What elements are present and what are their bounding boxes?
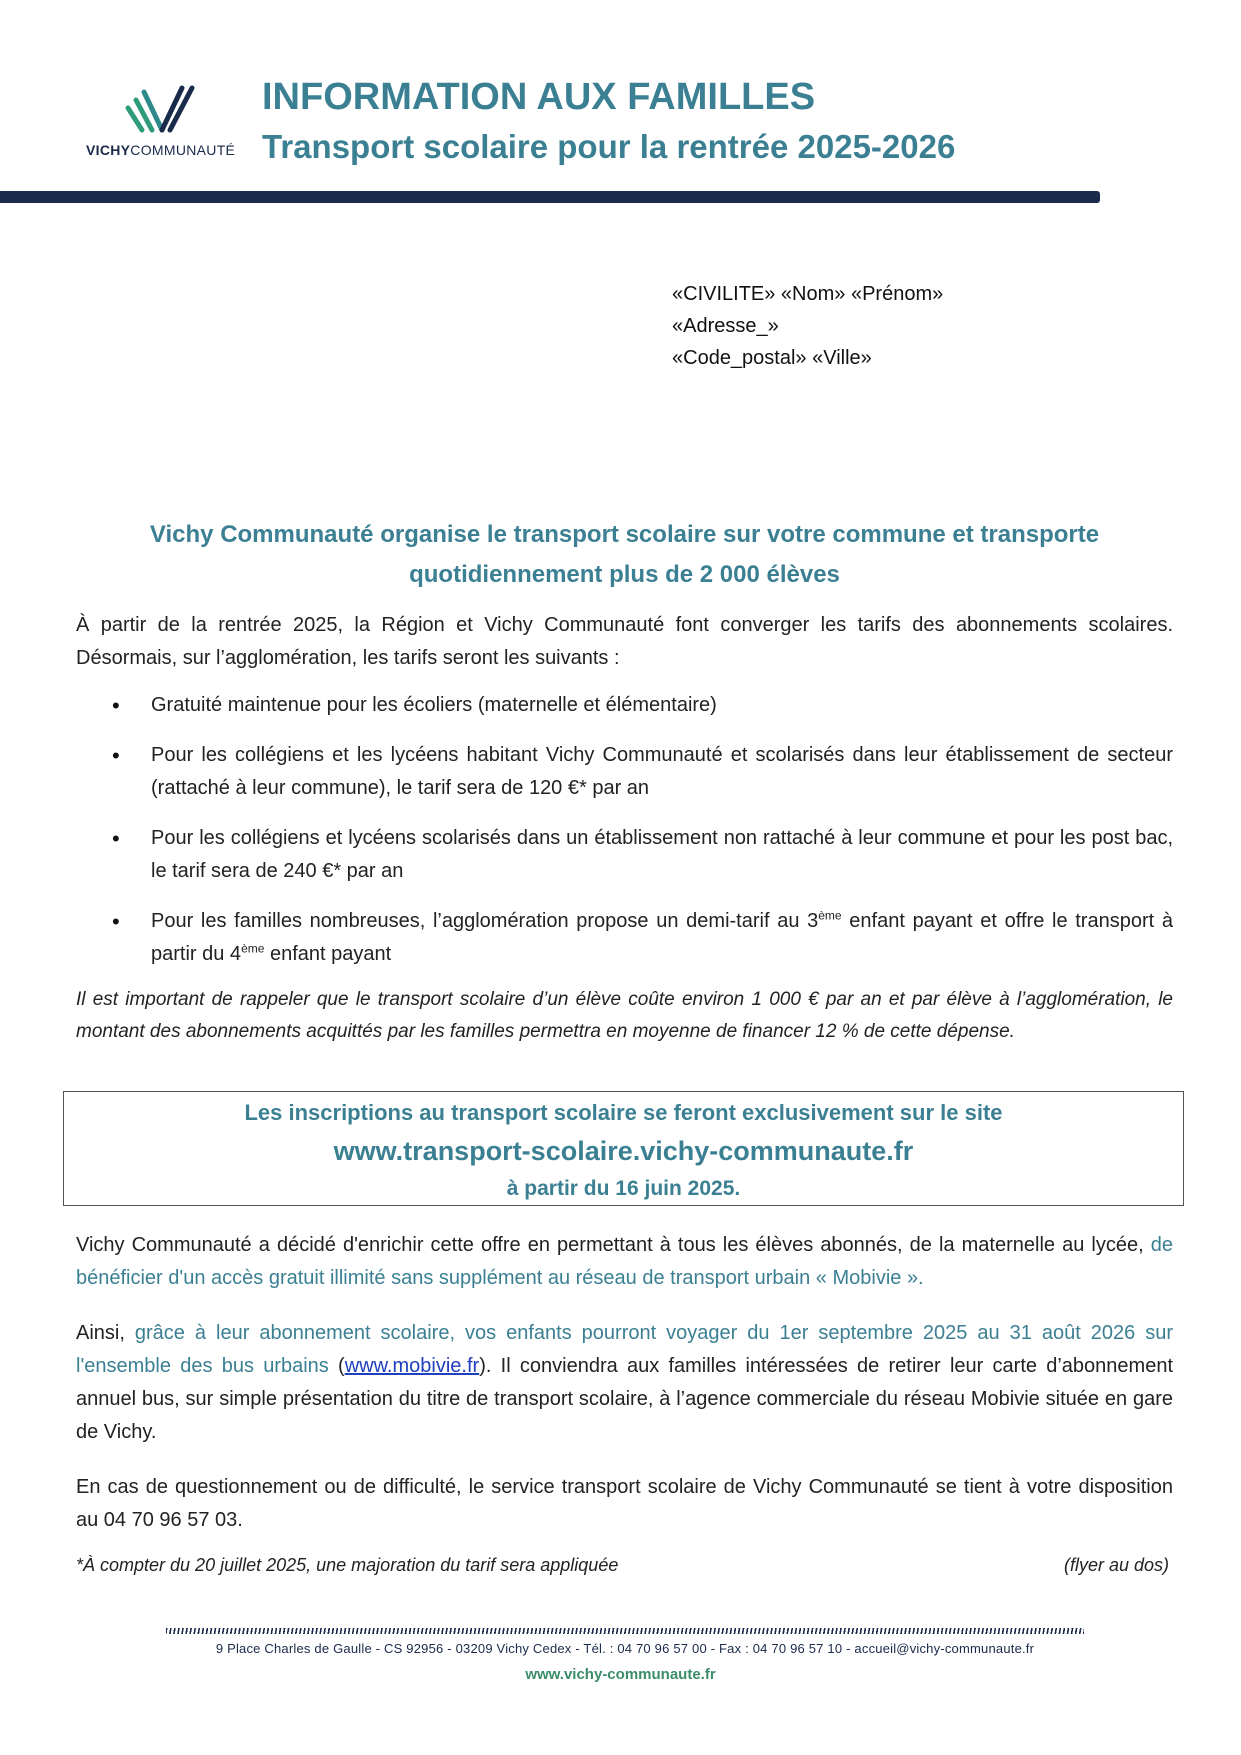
lead-heading: Vichy Communauté organise le transport scolaire sur votre commune et transporte quotidiennement plus de 2 000 élèves: [149, 521, 1100, 588]
footer-website-link[interactable]: www.vichy-communaute.fr: [525, 1666, 716, 1683]
main-content: [76, 515, 1173, 1048]
intro-paragraph: À partir de la rentrée 2025, la Région et Vichy Communauté font converger les tarifs des abonnements scolaires. Désormais, sur l’agglomération, les tarifs seront les suivants :: [76, 614, 1173, 669]
cost-note: Il est important de rappeler que le transport scolaire d’un élève coûte environ 1 000 € par an et par élève à l’agglomération, le montant des abonnements acquittés par les familles permettra en moyenne de financer 12 % de cette dépense.: [76, 989, 1173, 1042]
footer-divider: [166, 1628, 1084, 1634]
bus-access-paragraph: Ainsi, grâce à leur abonnement scolaire, vos enfants pourront voyager du 1er septembre 2025 au 31 août 2026 sur l'ensemble des bus urbains (www.mobivie.fr). Il conviendra aux familles intéressées de retirer leur carte d’abonnement annuel bus, sur simple présentation du titre de transport scolaire, à l’agence commerciale du réseau Mobivie située en gare de Vichy.: [76, 1322, 1173, 1443]
address-line: «Code_postal» «Ville»: [672, 347, 872, 369]
flyer-note: (flyer au dos): [1063, 1555, 1169, 1575]
footnote: [76, 1555, 1173, 1576]
list-item: • Gratuité maintenue pour les écoliers (maternelle et élémentaire): [76, 689, 1173, 722]
mobivie-paragraph: Vichy Communauté a décidé d'enrichir cette offre en permettant à tous les élèves abonnés, de la maternelle au lycée, de bénéficier d'un accès gratuit illimité sans supplément au réseau de transport urbain « Mobivie ».: [76, 1234, 1173, 1289]
list-item: • Pour les collégiens et les lycéens habitant Vichy Communauté et scolarisés dans leur établissement de secteur (rattaché à leur commune), le tarif sera de 120 €* par an: [76, 739, 1173, 805]
page-title: INFORMATION AUX FAMILLES: [262, 76, 816, 118]
address-line: «Adresse_»: [672, 315, 779, 337]
secondary-content: [76, 1229, 1173, 1559]
list-item: • Pour les familles nombreuses, l’agglomération propose un demi-tarif au 3ème enfant payant et offre le transport à partir du 4ème enfant payant: [76, 905, 1173, 971]
logo-mark-icon: [124, 84, 202, 136]
list-item: • Pour les collégiens et lycéens scolarisés dans un établissement non rattaché à leur commune et pour les post bac, le tarif sera de 240 €* par an: [76, 822, 1173, 888]
footnote-text: *À compter du 20 juillet 2025, une majoration du tarif sera appliquée: [76, 1555, 619, 1575]
recipient-address: [672, 278, 943, 374]
header-divider: [0, 191, 1100, 203]
registration-date: à partir du 16 juin 2025.: [506, 1177, 741, 1200]
footer-address: 9 Place Charles de Gaulle - CS 92956 - 03209 Vichy Cedex - Tél. : 04 70 96 57 00 - Fax : 04 70 96 57 10 - accueil@vichy-communaute.fr: [215, 1641, 1035, 1656]
registration-link[interactable]: www.transport-scolaire.vichy-communaute.fr: [333, 1136, 914, 1166]
tariff-list: [76, 689, 1173, 971]
contact-paragraph: En cas de questionnement ou de difficulté, le service transport scolaire de Vichy Communauté se tient à votre disposition au 04 70 96 57 03.: [76, 1476, 1173, 1531]
logo-wordmark: VICHYCOMMUNAUTÉ: [86, 142, 236, 158]
vichy-communaute-logo: [86, 84, 236, 164]
page-subtitle: Transport scolaire pour la rentrée 2025-2026: [262, 128, 956, 165]
mobivie-link[interactable]: www.mobivie.fr: [344, 1355, 480, 1377]
registration-box: [63, 1091, 1184, 1206]
registration-intro: Les inscriptions au transport scolaire se feront exclusivement sur le site: [244, 1100, 1003, 1125]
address-line: «CIVILITE» «Nom» «Prénom»: [672, 283, 944, 305]
